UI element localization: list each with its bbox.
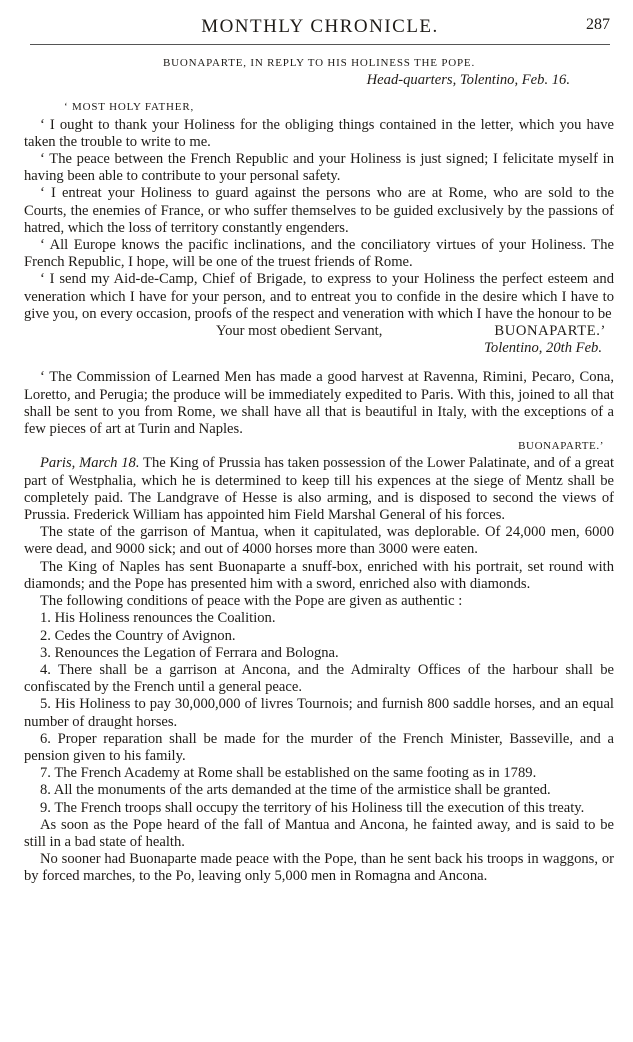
- letter-dateline: Head-quarters, Tolentino, Feb. 16.: [366, 72, 570, 89]
- letter-closing: Your most obedient Servant,: [216, 323, 383, 340]
- condition-item: 6. Proper reparation shall be made for the murder of the French Minister, Basseville, and a pension given to his family.: [24, 730, 614, 764]
- letter-paragraph: ‘ I ought to thank your Holiness for the obliging things contained in the letter, which you have taken the trouble to write to me.: [24, 116, 614, 150]
- letter-paragraph: ‘ I send my Aid-de-Camp, Chief of Brigade, to express to your Holiness the perfect esteem and veneration which I have for your person, and to entreat you to confide in the desire which I have to give you, on every occasion, proofs of the respect and veneration with which I have the honour to be: [24, 271, 614, 322]
- news-dateline: Paris, March 18.: [40, 455, 140, 472]
- letter-paragraph: ‘ All Europe knows the pacific inclinations, and the conciliatory virtues of your Holiness. The French Republic, I hope, will be one of the truest friends of Rome.: [24, 237, 614, 271]
- condition-item: 2. Cedes the Country of Avignon.: [40, 627, 236, 644]
- news-paragraph: The state of the garrison of Mantua, when it capitulated, was deplorable. Of 24,000 men, 6000 were dead, and 9000 sick; and out of 4000 horses more than 3000 were eaten.: [24, 524, 614, 558]
- letter-signature: BUONAPARTE.’: [494, 323, 606, 340]
- condition-item: 5. His Holiness to pay 30,000,000 of livres Tournois; and furnish 800 saddle horses, and an equal number of draught horses.: [24, 696, 614, 730]
- condition-item: 1. His Holiness renounces the Coalition.: [40, 610, 276, 627]
- page-header: [30, 16, 610, 45]
- news-paragraph: [24, 455, 614, 524]
- news-paragraph-text: The King of Prussia has taken possession of the Lower Palatinate, and of a great part of Westphalia, which he is determined to keep till his expences at the siege of Mentz shall be completely paid. The Landgrave of Hesse is also arming, and is disposed to second the views of Prussia. Frederick William has appointed him Field Marshal General of his forces.: [24, 455, 615, 524]
- letter-paragraph: ‘ I entreat your Holiness to guard against the persons who are at Rome, who are sold to the Courts, the enemies of France, or who suffer themselves to be guided exclusively by the passions of hatred, which the loss of territory constantly engenders.: [24, 185, 614, 236]
- news-paragraph: As soon as the Pope heard of the fall of Mantua and Ancona, he fainted away, and is said to be still in a bad state of health.: [24, 816, 614, 850]
- condition-item: 8. All the monuments of the arts demanded at the time of the armistice shall be granted.: [40, 782, 551, 799]
- letter-closing-row: [24, 323, 614, 340]
- condition-item: 7. The French Academy at Rome shall be established on the same footing as in 1789.: [40, 765, 537, 782]
- page-number: 287: [586, 16, 610, 33]
- letter-salutation: ‘ MOST HOLY FATHER,: [64, 101, 195, 114]
- second-letter-signature: BUONAPARTE.’: [518, 440, 604, 453]
- letter-paragraph: ‘ The peace between the French Republic and your Holiness is just signed; I felicitate myself in having been able to contribute to your personal safety.: [24, 151, 614, 185]
- letter-heading: BUONAPARTE, IN REPLY TO HIS HOLINESS THE POPE.: [162, 57, 475, 69]
- conditions-intro: The following conditions of peace with the Pope are given as authentic :: [40, 593, 463, 610]
- news-paragraph: No sooner had Buonaparte made peace with the Pope, than he sent back his troops in waggons, or by forced marches, to the Po, leaving only 5,000 men in Romagna and Ancona.: [24, 851, 614, 885]
- condition-item: 9. The French troops shall occupy the territory of his Holiness till the execution of this treaty.: [40, 799, 585, 816]
- running-title: MONTHLY CHRONICLE.: [201, 16, 439, 37]
- condition-item: 4. There shall be a garrison at Ancona, and the Admiralty Offices of the harbour shall be confiscated by the French until a general peace.: [24, 661, 614, 696]
- condition-item: 3. Renounces the Legation of Ferrara and Bologna.: [40, 644, 339, 661]
- news-paragraph: The King of Naples has sent Buonaparte a snuff-box, enriched with his portrait, set round with diamonds; and the Pope has presented him with a sword, enriched also with diamonds.: [24, 558, 614, 592]
- second-letter-dateline: Tolentino, 20th Feb.: [484, 340, 602, 357]
- second-letter-body: ‘ The Commission of Learned Men has made a good harvest at Ravenna, Rimini, Pecaro, Cona, Loretto, and Perugia; the produce will be immediately expedited to Paris. With this, joined to all that shall be sent to you from Rome, we shall have all that is beautiful in Italy, with the exceptions of a few pieces of art at Turin and Naples.: [24, 369, 614, 438]
- article-body: [24, 55, 614, 886]
